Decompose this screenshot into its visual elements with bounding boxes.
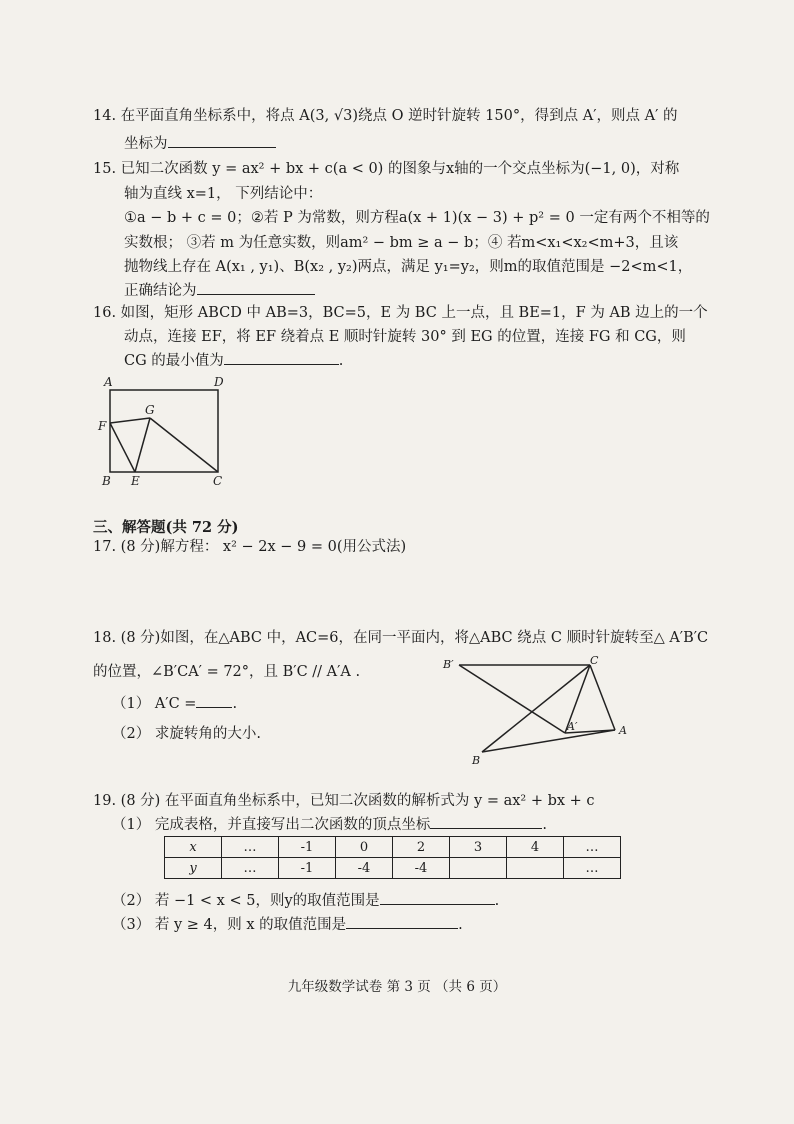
q15-line2: 轴为直线 x=1， 下列结论中：: [124, 186, 323, 202]
segment-fe: [110, 423, 135, 472]
q16-line3: CG 的最小值为 .: [124, 350, 343, 371]
section-title: 三、解答题(共 72 分): [93, 519, 239, 536]
answer-blank[interactable]: [197, 280, 315, 295]
q19-part2: （2） 若 −1 < x < 5，则y的取值范围是 .: [112, 890, 499, 911]
answer-blank[interactable]: [346, 914, 458, 929]
table-row-y: [165, 858, 621, 879]
answer-blank[interactable]: [168, 133, 276, 148]
label-d: D: [214, 375, 224, 389]
segment-eg: [135, 418, 150, 472]
table-cell-input[interactable]: [507, 858, 564, 879]
table-cell: 0: [336, 837, 393, 858]
table-cell: …: [222, 837, 279, 858]
q19-part3: （3） 若 y ≥ 4，则 x 的取值范围是 .: [112, 914, 463, 935]
value-table: [164, 836, 621, 879]
q15-line5: 抛物线上存在 A(x₁ , y₁)、B(x₂ , y₂)两点，满足 y₁=y₂，则m的取值范围是 −2<m<1，: [124, 259, 693, 275]
q15-line6: 正确结论为: [124, 280, 315, 301]
label-b: B: [102, 474, 111, 488]
q15-line1: 15. 已知二次函数 y = ax² + bx + c(a < 0) 的图象与x轴的一个交点坐标为(−1, 0)，对称: [93, 161, 680, 177]
rotation-figure: [440, 652, 640, 770]
label-a: A: [104, 375, 113, 389]
table-cell: …: [564, 858, 621, 879]
label-c: C: [213, 474, 223, 488]
q16-line1: 16. 如图，矩形 ABCD 中 AB=3，BC=5，E 为 BC 上一点，且 BE=1，F 为 AB 边上的一个: [93, 305, 708, 321]
table-cell: 3: [450, 837, 507, 858]
q18-line1: 18. (8 分)如图，在△ABC 中，AC=6，在同一平面内，将△ABC 绕点 C 顺时针旋转至△ A′B′C: [93, 630, 709, 646]
segment-ca: [590, 665, 615, 730]
q18-part2: （2） 求旋转角的大小.: [112, 726, 261, 742]
q19-line1: 19. (8 分) 在平面直角坐标系中，已知二次函数的解析式为 y = ax² + bx + c: [93, 793, 595, 809]
segment-ba: [482, 730, 615, 752]
q18-part1: （1） A′C = .: [112, 693, 237, 714]
q17-line: 17. (8 分)解方程： x² − 2x − 9 = 0(用公式法): [93, 539, 407, 555]
answer-blank[interactable]: [380, 890, 495, 905]
label-b-prime: B′: [443, 658, 454, 671]
q15-line4: 实数根； ③若 m 为任意实数，则am² − bm ≥ a − b；④ 若m<x₁<x₂<m+3，且该: [124, 235, 679, 251]
table-row-x: [165, 837, 621, 858]
label-a-prime: A′: [567, 720, 578, 733]
table-cell: -1: [279, 837, 336, 858]
table-cell: -4: [336, 858, 393, 879]
rectangle-figure: [96, 372, 236, 490]
label-e: E: [131, 474, 140, 488]
table-cell: -4: [393, 858, 450, 879]
label-f: F: [98, 419, 107, 433]
q19-part1: （1） 完成表格，并直接写出二次函数的顶点坐标 .: [112, 814, 547, 835]
answer-blank[interactable]: [430, 814, 542, 829]
label-g: G: [145, 403, 155, 417]
answer-blank[interactable]: [196, 693, 232, 708]
q14-line2: 坐标为: [124, 133, 276, 154]
table-cell: -1: [279, 858, 336, 879]
label-c: C: [590, 654, 599, 667]
table-cell: …: [564, 837, 621, 858]
answer-blank[interactable]: [224, 350, 339, 365]
segment-gc: [150, 418, 218, 472]
table-cell-input[interactable]: [450, 858, 507, 879]
q15-line3: ①a − b + c = 0；②若 P 为常数，则方程a(x + 1)(x − 3) + p² = 0 一定有两个不相等的: [124, 210, 710, 226]
table-cell: 2: [393, 837, 450, 858]
segment-b1a1: [459, 665, 565, 733]
table-cell: x: [165, 837, 222, 858]
segment-fg: [110, 418, 150, 423]
table-cell: y: [165, 858, 222, 879]
page-footer: 九年级数学试卷 第 3 页 （共 6 页）: [287, 979, 507, 995]
q14-line1: 14. 在平面直角坐标系中，将点 A(3, √3)绕点 O 逆时针旋转 150°，得到点 A′，则点 A′ 的: [93, 108, 678, 124]
label-a: A: [619, 724, 627, 737]
q18-line2: 的位置，∠B′CA′ = 72°，且 B′C // A′A .: [93, 664, 361, 680]
q16-line2: 动点，连接 EF，将 EF 绕着点 E 顺时针旋转 30° 到 EG 的位置，连接 FG 和 CG，则: [124, 329, 686, 345]
table-cell: 4: [507, 837, 564, 858]
table-cell: …: [222, 858, 279, 879]
label-b: B: [472, 754, 481, 767]
